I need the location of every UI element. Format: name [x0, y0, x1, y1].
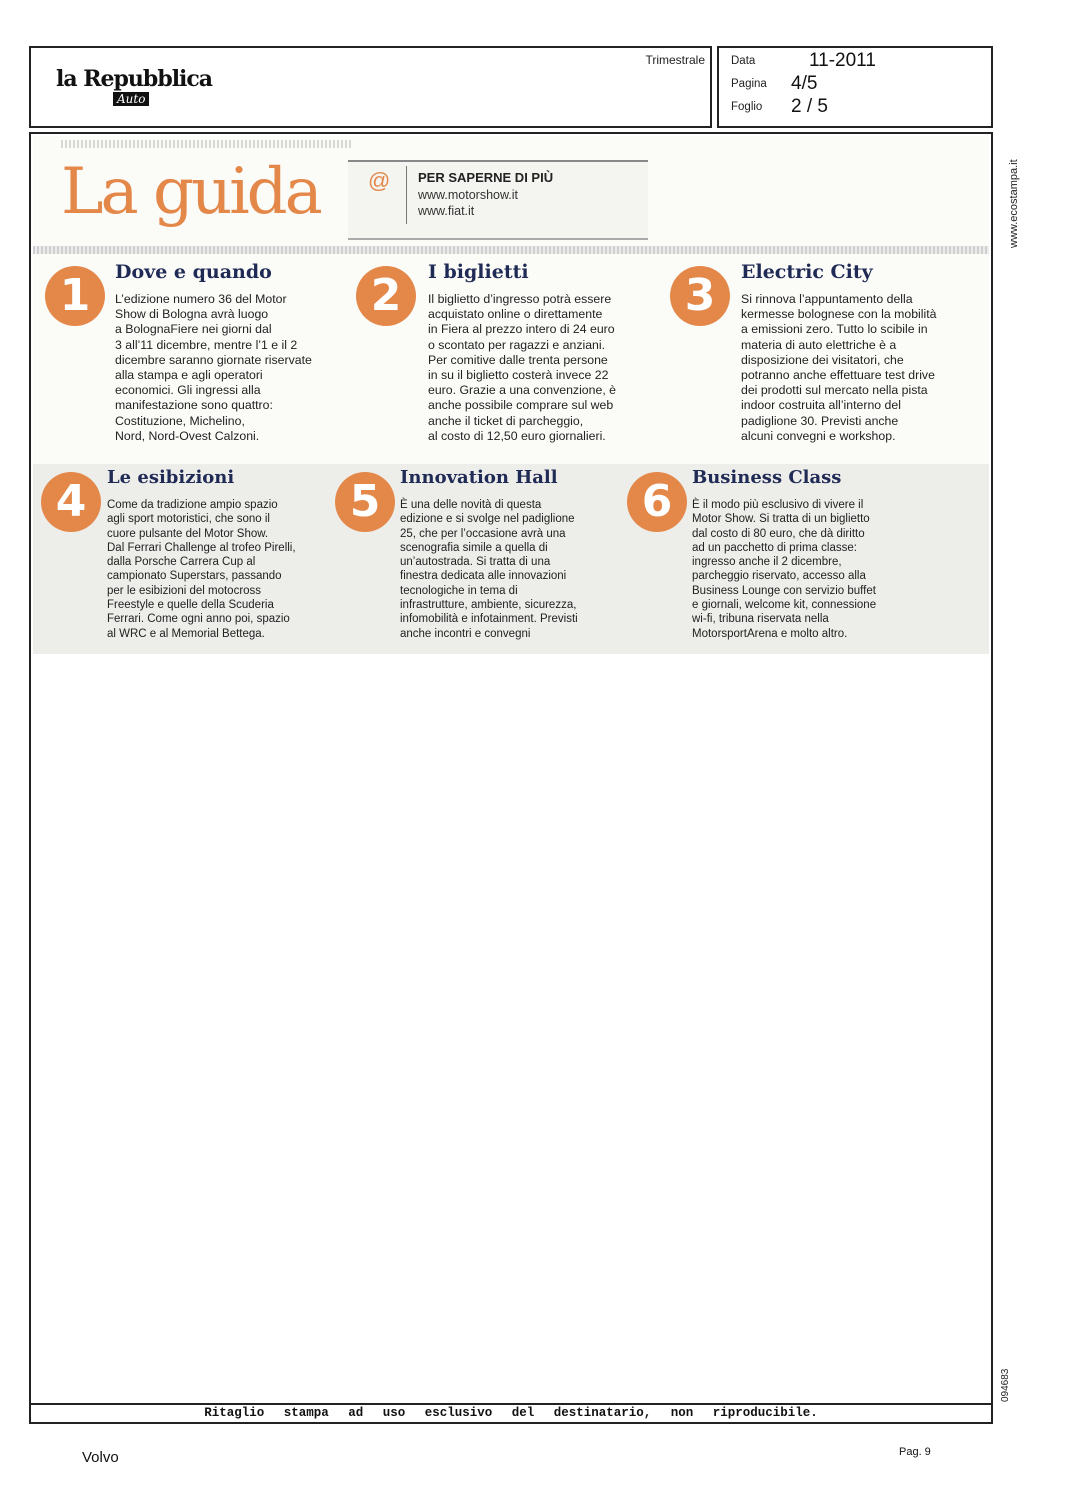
- body-line: anche il ticket di parcheggio,: [428, 413, 584, 428]
- data-value: 11-2011: [809, 50, 876, 71]
- section-body: [428, 292, 658, 444]
- section-title: I biglietti: [428, 261, 529, 283]
- body-line: potranno anche effettuare test drive: [741, 368, 935, 383]
- body-line: acquistato online o direttamente: [428, 307, 603, 322]
- body-line: parcheggio riservato, accesso alla: [692, 570, 866, 583]
- body-line: MotorsportArena e molto altro.: [692, 627, 848, 640]
- body-line: dalla Porsche Carrera Cup al: [107, 556, 256, 569]
- sections-row: [33, 254, 989, 464]
- body-line: materia di auto elettriche è a: [741, 337, 897, 352]
- section-number-badge: 5: [335, 472, 395, 532]
- section-number-badge: 6: [627, 472, 687, 532]
- section-title: Electric City: [741, 261, 873, 283]
- body-line: Freestyle e quelle della Scuderia: [107, 599, 274, 612]
- body-line: L’edizione numero 36 del Motor: [115, 292, 287, 306]
- body-line: 3 all’11 dicembre, mentre l’1 e il 2: [115, 337, 298, 352]
- body-line: ingresso anche il 2 dicembre,: [692, 556, 842, 569]
- body-line: a BolognaFiere nei giorni dal: [115, 322, 272, 337]
- sections-row: [33, 464, 989, 654]
- pagina-label: Pagina: [731, 78, 767, 90]
- body-line: È il modo più esclusivo di vivere il: [692, 499, 864, 511]
- body-line: infomobilità e infotainment. Previsti: [400, 613, 578, 626]
- body-line: alla stampa e agli operatori: [115, 368, 263, 383]
- body-line: scenografia simile a quella di: [400, 541, 548, 554]
- data-label: Data: [731, 55, 756, 67]
- info-divider: [406, 166, 407, 224]
- body-line: alcuni convegni e workshop.: [741, 428, 896, 443]
- section-title: Le esibizioni: [107, 467, 235, 488]
- body-line: anche possibile comprare sul web: [428, 398, 614, 413]
- body-line: Si rinnova l’appuntamento della: [741, 292, 913, 306]
- body-line: Show di Bologna avrà luogo: [115, 307, 269, 322]
- logo-name: la Repubblica: [56, 66, 213, 92]
- logo-sub: Auto: [113, 92, 149, 106]
- body-line: anche incontri e convegni: [400, 627, 531, 640]
- frequency-label: Trimestrale: [645, 53, 705, 67]
- section-body: [692, 498, 922, 641]
- body-line: finestra dedicata alle innovazioni: [400, 570, 567, 583]
- pagina-value: 4/5: [791, 73, 818, 94]
- info-link[interactable]: www.fiat.it: [418, 204, 475, 218]
- section-number-badge: 4: [41, 472, 101, 532]
- info-heading: PER SAPERNE DI PIÙ: [418, 170, 554, 185]
- body-line: Business Lounge con servizio buffet: [692, 584, 876, 597]
- side-code: 094683: [1000, 1368, 1011, 1402]
- body-line: disposizione dei visitatori, che: [741, 352, 904, 367]
- body-line: Come da tradizione ampio spazio: [107, 499, 278, 511]
- info-link[interactable]: www.motorshow.it: [418, 188, 519, 202]
- body-line: manifestazione sono quattro:: [115, 398, 273, 413]
- body-line: al costo di 12,50 euro giornalieri.: [428, 428, 606, 443]
- divider-band: [33, 246, 989, 254]
- foglio-label: Foglio: [731, 101, 763, 113]
- section-body: [741, 292, 981, 444]
- body-line: 25, che per l’occasione avrà una: [400, 527, 566, 540]
- footer-client: Volvo: [82, 1449, 119, 1466]
- body-line: cuore pulsante del Motor Show.: [107, 527, 269, 540]
- body-line: a emissioni zero. Tutto lo scibile in: [741, 322, 928, 337]
- section-body: [107, 498, 332, 641]
- body-line: Costituzione, Michelino,: [115, 413, 245, 428]
- body-line: Per comitive dalle trenta persone: [428, 352, 608, 367]
- at-icon: @: [368, 168, 391, 193]
- body-line: infrastrutture, ambiente, sicurezza,: [400, 599, 577, 612]
- body-line: campionato Superstars, passando: [107, 570, 282, 583]
- footer-page-number: Pag. 9: [899, 1446, 931, 1458]
- side-url: www.ecostampa.it: [1008, 159, 1020, 248]
- section-title: Business Class: [692, 467, 842, 488]
- body-line: tecnologiche in tema di: [400, 584, 518, 597]
- article-clipping: [33, 136, 989, 656]
- section-number-badge: 2: [356, 266, 416, 326]
- body-line: dicembre saranno giornate riservate: [115, 352, 312, 367]
- disclaimer-divider: [29, 1403, 993, 1405]
- info-box: [348, 160, 648, 240]
- section-number-badge: 3: [670, 266, 730, 326]
- body-line: Dal Ferrari Challenge al trofeo Pirelli,: [107, 541, 296, 554]
- body-line: in su il biglietto costerà invece 22: [428, 368, 609, 383]
- body-line: edizione e si svolge nel padiglione: [400, 513, 575, 526]
- section-body: [400, 498, 625, 641]
- body-line: indoor costruita all’interno del: [741, 398, 901, 413]
- masthead-box: [29, 46, 712, 128]
- body-line: Motor Show. Si tratta di un biglietto: [692, 513, 870, 526]
- article-title: La guida: [61, 155, 320, 229]
- body-line: dei prodotti sul mercato nella pista: [741, 383, 928, 398]
- body-line: ad un pacchetto di prima classe:: [692, 541, 857, 554]
- decorative-dots: [61, 140, 351, 148]
- body-line: un’autostrada. Si tratta di una: [400, 556, 551, 569]
- body-line: Il biglietto d’ingresso potrà essere: [428, 292, 612, 306]
- body-line: wi-fi, tribuna riservata nella: [692, 613, 829, 626]
- body-line: al WRC e al Memorial Bettega.: [107, 627, 265, 640]
- body-line: in Fiera al prezzo intero di 24 euro: [428, 322, 615, 337]
- section-title: Dove e quando: [115, 261, 272, 283]
- body-line: È una delle novità di questa: [400, 499, 542, 511]
- disclaimer-text: Ritaglio stampa ad uso esclusivo del destinatario, non riproducibile.: [204, 1406, 818, 1420]
- body-line: kermesse bolognese con la mobilità: [741, 307, 937, 322]
- body-line: e giornali, welcome kit, connessione: [692, 599, 877, 612]
- body-line: o scontato per ragazzi e anziani.: [428, 337, 606, 352]
- body-line: agli sport motoristici, che sono il: [107, 513, 270, 526]
- body-line: euro. Grazie a una convenzione, è: [428, 383, 616, 398]
- body-line: dal costo di 80 euro, che dà diritto: [692, 527, 865, 540]
- section-body: [115, 292, 345, 444]
- section-title: Innovation Hall: [400, 467, 558, 488]
- meta-box: [717, 46, 993, 128]
- foglio-value: 2 / 5: [791, 96, 828, 117]
- body-line: per le esibizioni del motocross: [107, 584, 262, 597]
- body-line: economici. Gli ingressi alla: [115, 383, 261, 398]
- body-line: Ferrari. Come ogni anno poi, spazio: [107, 613, 290, 626]
- body-line: Nord, Nord-Ovest Calzoni.: [115, 428, 260, 443]
- section-number-badge: 1: [45, 266, 105, 326]
- body-line: padiglione 30. Previsti anche: [741, 413, 899, 428]
